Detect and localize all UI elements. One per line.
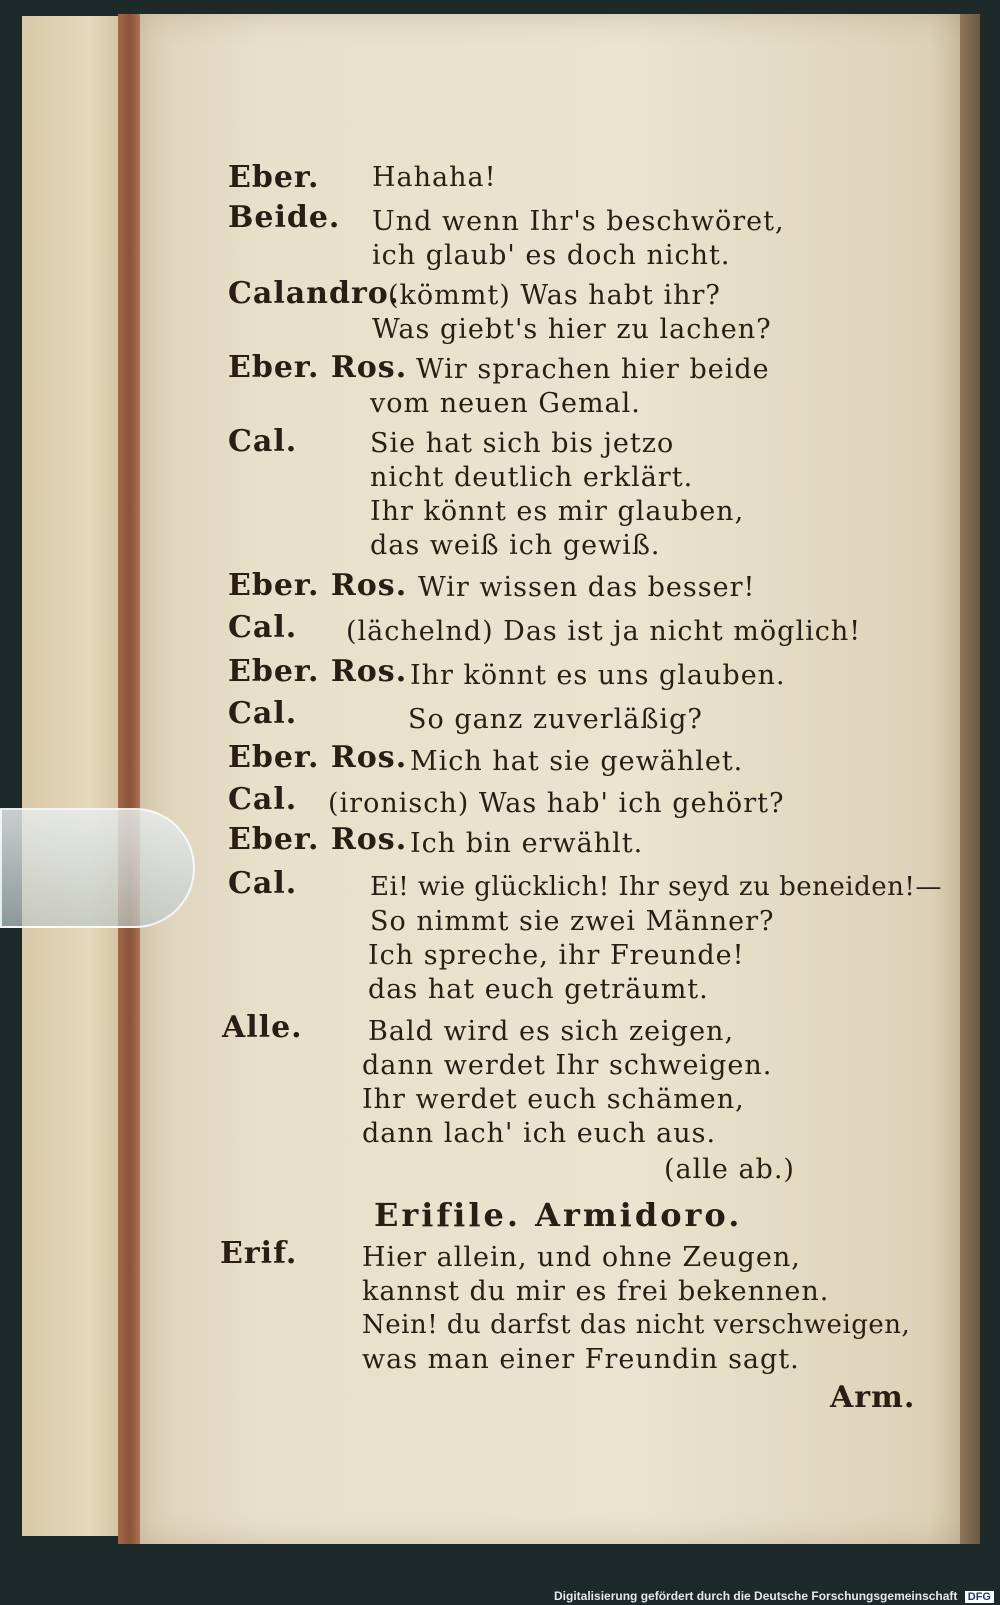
text-line [228, 276, 400, 311]
line-text: Wir sprachen hier beide [416, 354, 770, 385]
text-line [362, 1344, 800, 1375]
text-line [228, 740, 407, 775]
speaker-label: Eber. Ros. [228, 568, 408, 603]
speaker-label: Alle. [222, 1010, 303, 1045]
text-line [328, 788, 784, 819]
text-line [410, 746, 743, 777]
line-text: (alle ab.) [664, 1154, 795, 1185]
line-text: Ich spreche, ihr Freunde! [368, 940, 745, 971]
text-line [408, 704, 703, 735]
line-text: dann lach' ich euch aus. [362, 1118, 717, 1149]
text-line [222, 1010, 303, 1045]
line-text: So nimmt sie zwei Männer? [370, 906, 775, 937]
line-text: Was giebt's hier zu lachen? [372, 314, 772, 345]
dfg-logo: DFG [965, 1591, 994, 1603]
digitization-footer [554, 1589, 994, 1603]
text-line [370, 530, 661, 561]
speaker-label: Cal. [228, 866, 298, 901]
text-line [368, 940, 744, 971]
text-line [228, 610, 297, 645]
line-text: Sie hat sich bis jetzo [370, 428, 675, 459]
text-line [228, 350, 407, 385]
line-text: Bald wird es sich zeigen, [368, 1016, 735, 1047]
text-line [228, 424, 297, 459]
text-line [370, 496, 744, 527]
text-line [372, 240, 730, 271]
text-line [368, 1016, 734, 1047]
speaker-label: Cal. [228, 782, 298, 817]
line-text: Hahaha! [372, 162, 497, 193]
line-text: Ich bin erwählt. [410, 828, 644, 859]
line-text: dann werdet Ihr schweigen. [362, 1050, 773, 1081]
speaker-label: Calandro. [228, 276, 400, 311]
line-text: Ihr werdet euch schämen, [362, 1084, 745, 1115]
text-line [362, 1310, 910, 1340]
line-text: Hier allein, und ohne Zeugen, [362, 1242, 801, 1273]
speaker-label: Erif. [220, 1236, 298, 1271]
page-clip [0, 808, 195, 928]
line-text: Arm. [830, 1380, 916, 1415]
text-line [388, 280, 721, 311]
speaker-label: Eber. Ros. [228, 654, 408, 689]
line-text: Wir wissen das besser! [418, 572, 756, 603]
text-line [362, 1242, 801, 1273]
text-line [370, 388, 641, 419]
text-line [346, 616, 861, 647]
speaker-label: Eber. Ros. [228, 822, 408, 857]
text-line [228, 568, 407, 603]
text-line [372, 314, 772, 345]
text-line [228, 654, 407, 689]
line-text: ich glaub' es doch nicht. [372, 240, 731, 271]
text-line [362, 1118, 716, 1149]
text-line [228, 696, 297, 731]
text-line [362, 1050, 772, 1081]
line-text: vom neuen Gemal. [370, 388, 641, 419]
catchword [830, 1380, 915, 1415]
line-text: Ihr könnt es mir glauben, [370, 496, 745, 527]
text-line [362, 1276, 829, 1307]
line-text: was man einer Freundin sagt. [362, 1344, 800, 1375]
line-text: Ei! wie glücklich! Ihr seyd zu beneiden!— [370, 872, 942, 902]
speaker-label: Cal. [228, 610, 298, 645]
text-line [228, 200, 340, 235]
text-line [410, 660, 786, 691]
stage-direction [664, 1154, 795, 1185]
line-text: Mich hat sie gewählet. [410, 746, 744, 777]
text-line [228, 866, 297, 901]
page-right-edge [960, 14, 980, 1544]
scene-heading [374, 1196, 742, 1234]
book-spine-edge [118, 14, 142, 1544]
footer-text: Digitalisierung gefördert durch die Deutsche Forschungsgemeinschaft [554, 1589, 958, 1603]
speaker-label: Beide. [228, 200, 341, 235]
line-text: Und wenn Ihr's beschwöret, [372, 206, 785, 237]
text-line [418, 572, 755, 603]
text-line [370, 872, 942, 902]
line-text: (lächelnd) Das ist ja nicht möglich! [346, 616, 862, 647]
speaker-label: Eber. Ros. [228, 350, 408, 385]
text-line [410, 828, 643, 859]
line-text: das hat euch geträumt. [368, 974, 709, 1005]
text-line [370, 906, 774, 937]
text-line [372, 162, 496, 193]
text-line [228, 782, 297, 817]
text-line [372, 206, 785, 237]
line-text: (kömmt) Was habt ihr? [388, 280, 721, 311]
text-line [370, 428, 674, 459]
speaker-label: Cal. [228, 696, 298, 731]
text-line [228, 822, 407, 857]
line-text: nicht deutlich erklärt. [370, 462, 694, 493]
line-text: Nein! du darfst das nicht verschweigen, [362, 1310, 911, 1340]
text-line [416, 354, 770, 385]
text-line [228, 160, 319, 195]
line-text: Erifile. Armidoro. [374, 1196, 743, 1234]
text-line [370, 462, 693, 493]
speaker-label: Cal. [228, 424, 298, 459]
text-line [362, 1084, 745, 1115]
text-line [220, 1236, 297, 1271]
line-text: kannst du mir es frei bekennen. [362, 1276, 830, 1307]
line-text: So ganz zuverläßig? [408, 704, 703, 735]
line-text: das weiß ich gewiß. [370, 530, 661, 561]
line-text: Ihr könnt es uns glauben. [410, 660, 786, 691]
line-text: (ironisch) Was hab' ich gehört? [328, 788, 785, 819]
speaker-label: Eber. Ros. [228, 740, 408, 775]
text-line [368, 974, 709, 1005]
speaker-label: Eber. [228, 160, 320, 195]
